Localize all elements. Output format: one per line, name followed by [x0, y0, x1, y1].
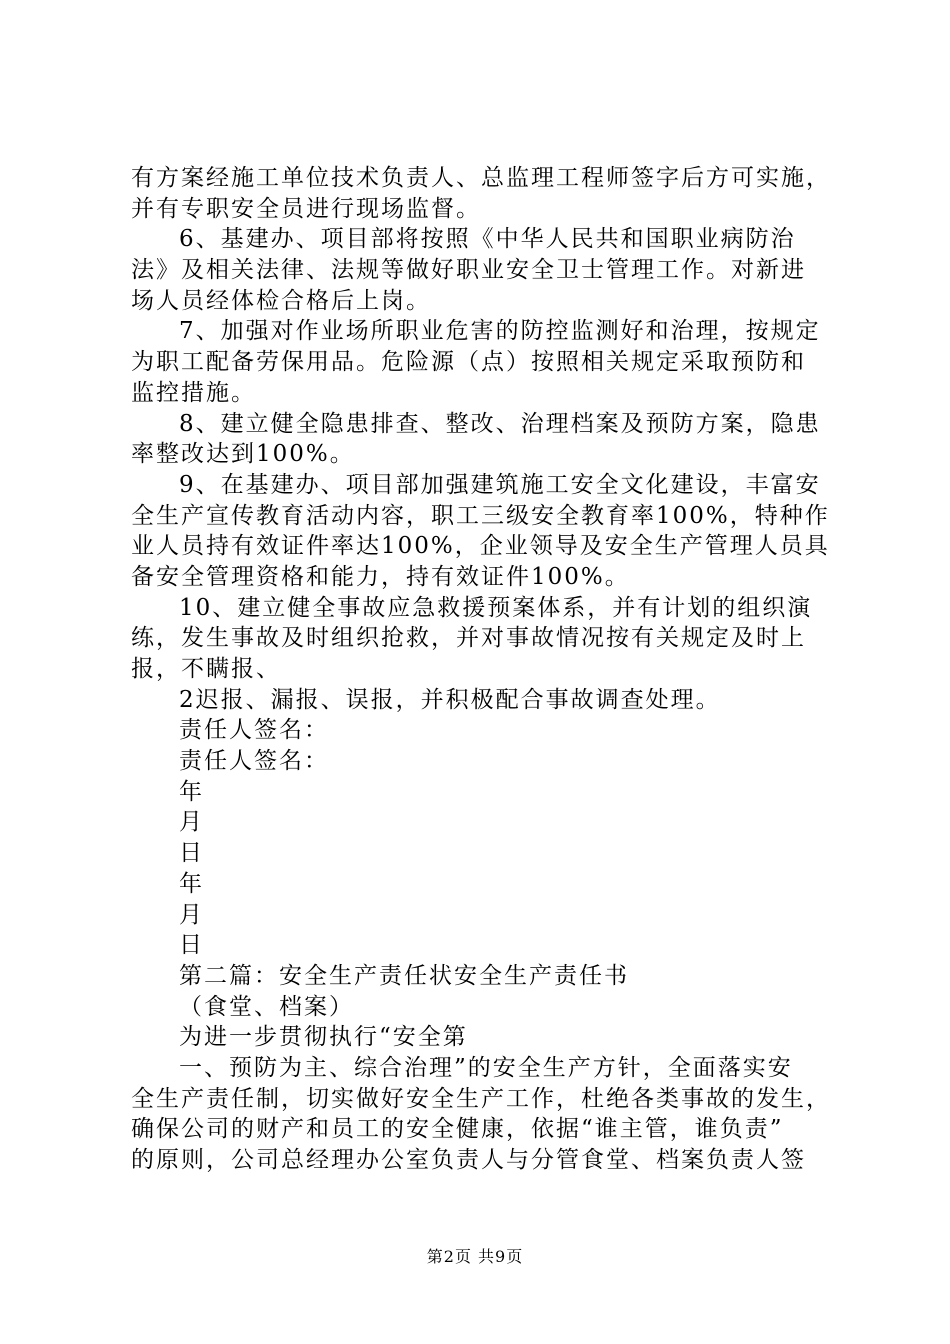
text-line: 监控措施。	[131, 379, 256, 406]
text-line: 全生产宣传教育活动内容，职工三级安全教育率100%，特种作	[131, 502, 830, 529]
text-line: 并有专职安全员进行现场监督。	[131, 195, 481, 222]
text-line: 为职工配备劳保用品。危险源（点）按照相关规定采取预防和	[131, 349, 806, 376]
text-line: 一、预防为主、综合治理”的安全生产方针，全面落实安	[179, 1054, 793, 1081]
text-line: 6、基建办、项目部将按照《中华人民共和国职业病防治	[179, 226, 796, 253]
text-line: 确保公司的财产和员工的安全健康，依据“谁主管，谁负责”	[131, 1116, 784, 1143]
date-year: 年	[179, 778, 204, 805]
date-month: 月	[179, 901, 204, 928]
signature-label: 责任人签名：	[179, 748, 329, 775]
text-line: 报，不瞒报、	[131, 656, 281, 682]
text-line: 为进一步贯彻执行“安全第	[179, 1024, 468, 1051]
date-day: 日	[179, 840, 204, 867]
document-body	[131, 163, 831, 1176]
text-line: 备安全管理资格和能力，持有效证件100%。	[131, 563, 630, 590]
text-line: 全生产责任制，切实做好安全生产工作，杜绝各类事故的发生，	[131, 1085, 831, 1112]
page-number: 第2页 共9页	[426, 1247, 524, 1266]
text-line: 的原则，公司总经理办公室负责人与分管食堂、档案负责人签	[131, 1147, 806, 1173]
text-line: 10、建立健全事故应急救援预案体系，并有计划的组织演	[179, 594, 813, 621]
text-line: 2迟报、漏报、误报，并积极配合事故调查处理。	[179, 686, 721, 713]
text-line: 练，发生事故及时组织抢救，并对事故情况按有关规定及时上	[131, 625, 806, 652]
date-month: 月	[179, 809, 204, 836]
section-subtitle: （食堂、档案）	[179, 993, 354, 1020]
text-line: 场人员经体检合格后上岗。	[131, 287, 431, 314]
text-line: 7、加强对作业场所职业危害的防控监测好和治理，按规定	[179, 318, 821, 345]
text-line: 法》及相关法律、法规等做好职业安全卫士管理工作。对新进	[131, 257, 806, 284]
date-year: 年	[179, 870, 204, 897]
text-line: 业人员持有效证件率达100%，企业领导及安全生产管理人员具	[131, 533, 830, 560]
section-title: 第二篇：安全生产责任状安全生产责任书	[179, 962, 629, 989]
text-line: 9、在基建办、项目部加强建筑施工安全文化建设，丰富安	[179, 471, 821, 498]
date-day: 日	[179, 932, 204, 959]
signature-label: 责任人签名：	[179, 717, 329, 744]
text-line: 8、建立健全隐患排查、整改、治理档案及预防方案，隐患	[179, 410, 821, 437]
text-line: 率整改达到100%。	[131, 441, 355, 468]
text-line: 有方案经施工单位技术负责人、总监理工程师签字后方可实施，	[131, 165, 831, 191]
